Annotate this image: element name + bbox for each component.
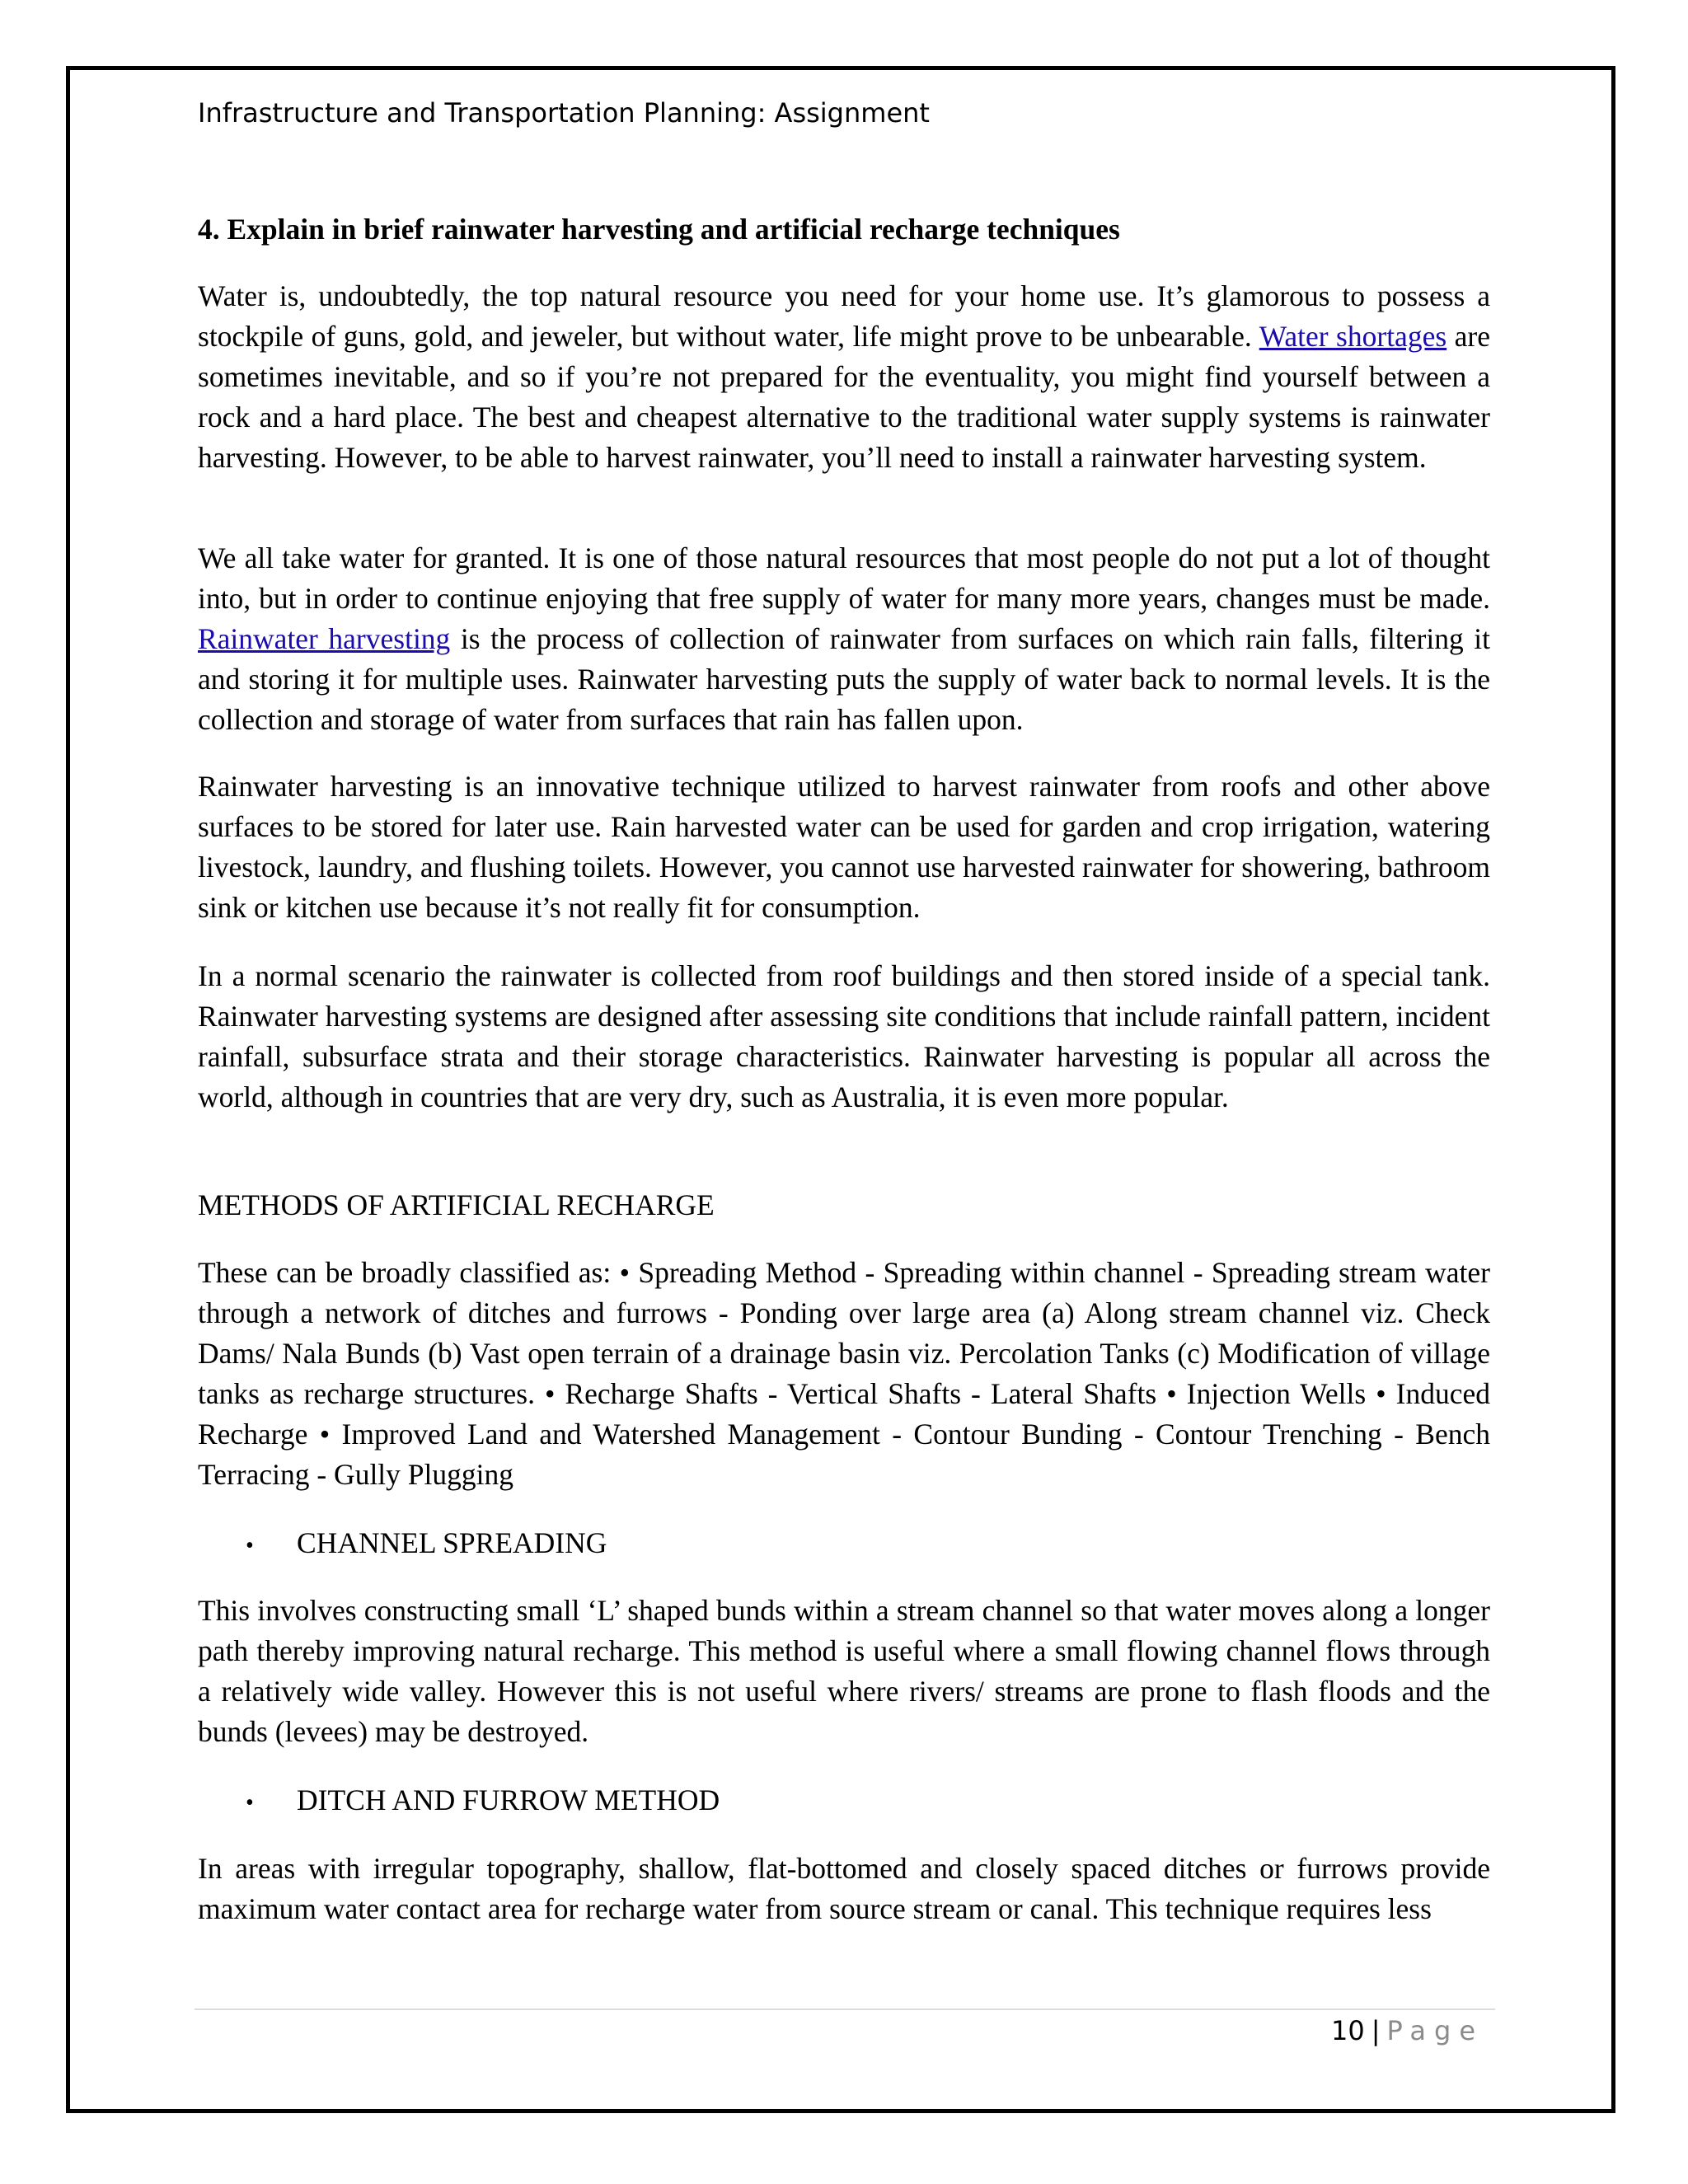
paragraph-methods-list: These can be broadly classified as: • Spreading Method - Spreading within channel - Spreading stream water through a network of ditches and furrows - Ponding over large area (a) Along stream channel viz. Check Dams/ Nala Bunds (b) Vast open terrain of a drainage basin viz. Percolation Tanks (c) Modification of village tanks as recharge structures. • Recharge Shafts - Vertical Shafts - Lateral Shafts • Injection Wells • Induced Recharge • Improved Land and Watershed Management - Contour Bunding - Contour Trenching - Bench Terracing - Gully Plugging — [198, 1256, 1490, 1491]
paragraph-scenario: In a normal scenario the rainwater is collected from roof buildings and then stored inside of a special tank. Rainwater harvesting systems are designed after assessing site conditions that include rainfall pattern, incident rainfall, subsurface strata and their storage characteristics. Rainwater harvesting is popular all across the world, although in countries that are very dry, such as Australia, it is even more popular. — [198, 959, 1490, 1113]
page-word: Page — [1386, 2015, 1484, 2046]
running-header: Infrastructure and Transportation Planning: Assignment — [198, 97, 930, 129]
paragraph-uses: Rainwater harvesting is an innovative technique utilized to harvest rainwater from roofs and other above surfaces to be stored for later use. Rain harvested water can be used for garden and crop irrigation, watering livestock, laundry, and flushing toilets. However, you cannot use harvested rainwater for showering, bathroom sink or kitchen use because it’s not really fit for consumption. — [198, 770, 1490, 924]
bullet-ditch-furrow-label: DITCH AND FURROW METHOD — [297, 1783, 720, 1816]
bullet-ditch-furrow — [246, 1780, 720, 1823]
paragraph-channel-spreading: This involves constructing small ‘L’ shaped bunds within a stream channel so that water moves along a longer path thereby improving natural recharge. This method is useful where a small flowing channel flows through a relatively wide valley. However this is not useful where rivers/ streams are prone to flash floods and the bunds (levees) may be destroyed. — [198, 1594, 1490, 1748]
footer-divider — [195, 2008, 1495, 2010]
bullet-channel-spreading-label: CHANNEL SPREADING — [297, 1526, 607, 1559]
question-heading: 4. Explain in brief rainwater harvesting and artificial recharge techniques — [198, 213, 1120, 246]
bullet-icon: • — [246, 1533, 254, 1558]
paragraph-definition-text-2: is the process of collection of rainwater from surfaces on which rain falls, filtering it and storing it for multiple uses. Rainwater harvesting puts the supply of water back to normal levels. It is the collection and storage of water from surfaces that rain has fallen upon. — [198, 622, 1490, 736]
paragraph-ditch-furrow: In areas with irregular topography, shallow, flat-bottomed and closely spaced ditches or furrows provide maximum water contact area for recharge water from source stream or canal. This technique requires less — [198, 1852, 1490, 1925]
paragraph-intro — [198, 276, 1490, 478]
page-separator: | — [1371, 2015, 1381, 2046]
methods-heading: METHODS OF ARTIFICIAL RECHARGE — [198, 1188, 715, 1221]
paragraph-rainwater-definition — [198, 538, 1490, 740]
water-shortages-link[interactable]: Water shortages — [1259, 320, 1447, 353]
paragraph-intro-text-2: are sometimes inevitable, and so if you’re not prepared for the eventuality, you might find yourself between a rock and a hard place. The best and cheapest alternative to the traditional water supply systems is rainwater harvesting. However, to be able to harvest rainwater, you’ll need to install a rainwater harvesting system. — [198, 320, 1490, 474]
paragraph-definition-text-1: We all take water for granted. It is one of those natural resources that most people do not put a lot of thought into, but in order to continue enjoying that free supply of water for many more years, changes must be made. — [198, 541, 1490, 615]
bullet-channel-spreading — [246, 1523, 607, 1566]
paragraph-intro-text-1: Water is, undoubtedly, the top natural resource you need for your home use. It’s glamorous to possess a stockpile of guns, gold, and jeweler, but without water, life might prove to be unbearable. — [198, 279, 1490, 353]
bullet-icon: • — [246, 1790, 254, 1816]
page-number: 10 — [1331, 2015, 1365, 2046]
rainwater-harvesting-link[interactable]: Rainwater harvesting — [198, 622, 451, 655]
page-number-footer — [1331, 2015, 1484, 2046]
